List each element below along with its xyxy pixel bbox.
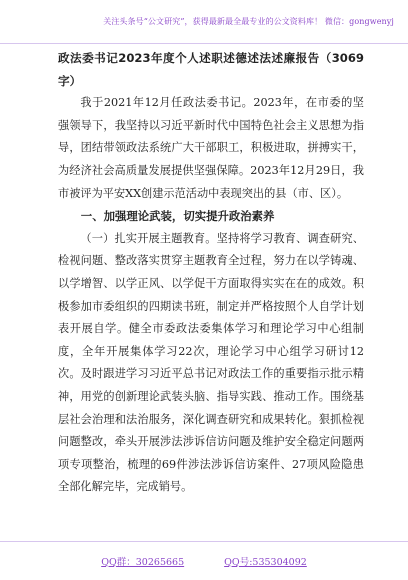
banner-text: 关注头条号“公文研究”，获得最新最全最专业的公文资料库！ 微信：gongwenyj — [103, 17, 394, 26]
footer-bar — [0, 541, 408, 580]
qq-group-link[interactable]: QQ群：30265665 — [101, 557, 185, 568]
document-body — [58, 47, 364, 499]
top-banner — [0, 0, 408, 44]
section-paragraph: （一）扎实开展主题教育。坚持将学习教育、调查研究、检视问题、整改落实贯穿主题教育全过程，努力在以学铸魂、以学增智、以学正风、以学促干方面取得实实在在的成效。积极参加市委组织的四期读书班，制定并严格按照个人自学计划表开展自学。健全市委政法委集体学习和理论学习中心组制度，全年开展集体学习22次，理论学习中心组学习研讨12次。及时跟进学习习近平总书记对政法工作的重要指示批示精神，用党的创新理论武装头脑、指导实践、推动工作。围绕基层社会治理和法治服务，深化调查研究和成果转化。狠抓检视问题整改，牵头开展涉法涉诉信访问题及维护安全稳定问题两项专项整治，梳理的69件涉法涉诉信访案件、27项风险隐患全部化解完毕，完成销号。 — [58, 231, 364, 494]
section-heading: 一、加强理论武装，切实提升政治素养 — [80, 209, 275, 224]
document-title: 政法委书记2023年度个人述职述德述法述廉报告（3069字） — [58, 51, 364, 88]
qq-number-link[interactable]: QQ号:535304092 — [224, 557, 307, 568]
intro-paragraph: 我于2021年12月任政法委书记。2023年，在市委的坚强领导下，我坚持以习近平新时代中国特色社会主义思想为指导，团结带领政法系统广大干部职工，积极进取，拼搏实干，为经济社会高质量发展提供坚强保障。2023年12月29日，我市被评为平安XX创建示范活动中表现突出的县（市、区）。 — [58, 96, 364, 200]
